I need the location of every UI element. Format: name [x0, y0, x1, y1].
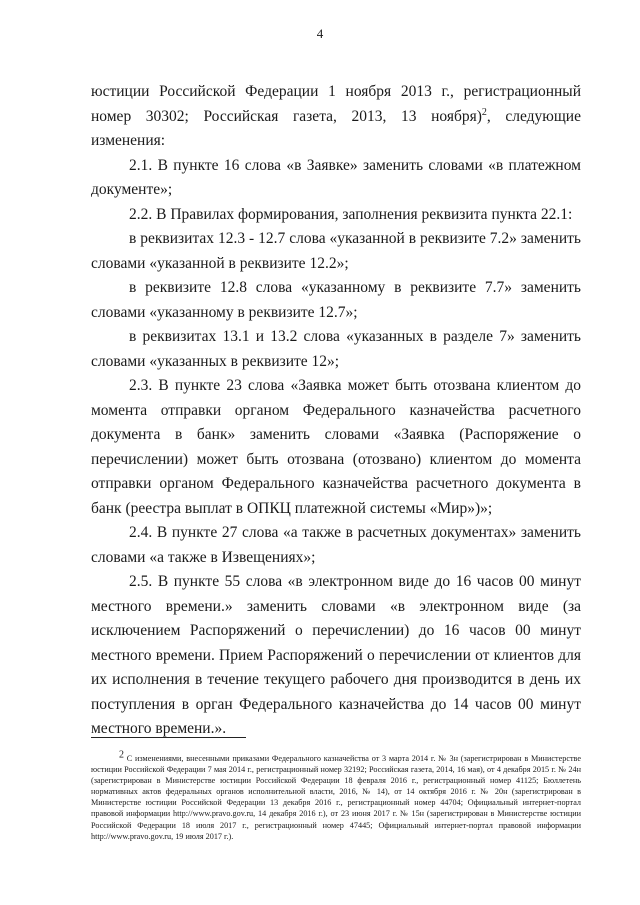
paragraph-2-1: 2.1. В пункте 16 слова «в Заявке» заменить словами «в платежном документе»;: [91, 156, 581, 198]
footnote-marker: 2: [119, 749, 124, 761]
paragraph-2-5: 2.5. В пункте 55 слова «в электронном виде до 16 часов 00 минут местного времени.» заменить словами «в электронном виде (за исключением Распоряжений о перечислении) до 16 часов 00 минут местного времени. Прием Распоряжений о перечислении от клиентов для их исполнения в течение текущего рабочего дня производится в день их поступления в орган Федерального казначейства до 14 часов 00 минут местного времени.».: [91, 573, 581, 737]
paragraph-2-4: 2.4. В пункте 27 слова «а также в расчетных документах» заменить словами «а также в Извещениях»;: [91, 524, 581, 566]
paragraph-intro: [91, 80, 581, 154]
footnote-text: [91, 749, 581, 842]
paragraph-intro-tail: , следующие изменения:: [91, 107, 581, 149]
body-text: [91, 80, 581, 742]
paragraph-requisite-12-3: в реквизитах 12.3 - 12.7 слова «указанной в реквизите 7.2» заменить словами «указанной в реквизите 12.2»;: [91, 230, 581, 272]
paragraph-requisite-12-8: в реквизите 12.8 слова «указанному в реквизите 7.7» заменить словами «указанному в реквизите 12.7»;: [91, 279, 581, 321]
page-number: 4: [316, 26, 324, 41]
footnote-divider: [91, 737, 246, 738]
footnote-ref[interactable]: 2: [481, 106, 487, 118]
paragraph-requisite-13: в реквизитах 13.1 и 13.2 слова «указанных в разделе 7» заменить словами «указанных в реквизите 12»;: [91, 328, 581, 370]
footnote-body: С изменениями, внесенными приказами Федерального казначейства от 3 марта 2014 г. № 3н (зарегистрирован в Министерстве юстиции Российской Федерации 7 мая 2014 г., регистрационный номер 32192; Российская газета, 2014, 16 мая), от 4 декабря 2015 г. № 24н (зарегистрирован в Министерстве юстиции Российской Федерации 18 февраля 2016 г., регистрационный номер 41125; Бюллетень нормативных актов федеральных органов исполнительной власти, 2016, № 14), от 14 октября 2016 г. № 20н (зарегистрирован в Министерстве юстиции Российской Федерации 13 декабря 2016 г., регистрационный номер 44704; Официальный интернет-портал правовой информации http://www.pravo.gov.ru, 14 декабря 2016 г.), от 23 июня 2017 г. № 15н (зарегистрирован в Министерстве юстиции Российской Федерации 18 июля 2017 г., регистрационный номер 47445; Официальный интернет-портал правовой информации http://www.pravo.gov.ru, 19 июля 2017 г.).: [91, 754, 581, 841]
paragraph-intro-text: юстиции Российской Федерации 1 ноября 2013 г., регистрационный номер 30302; Российская газета, 2013, 13 ноября): [91, 83, 581, 125]
paragraph-2-2: 2.2. В Правилах формирования, заполнения реквизита пункта 22.1:: [129, 205, 573, 223]
paragraph-2-3: 2.3. В пункте 23 слова «Заявка может быть отозвана клиентом до момента отправки органом Федерального казначейства расчетного документа в банк» заменить словами «Заявка (Распоряжение о перечислении) может быть отозвана (отозвано) клиентом до момента отправки органом Федерального казначейства расчетного документа в банк (реестра выплат в ОПКЦ платежной системы «Мир»)»;: [91, 377, 581, 517]
footnote: [91, 749, 581, 842]
